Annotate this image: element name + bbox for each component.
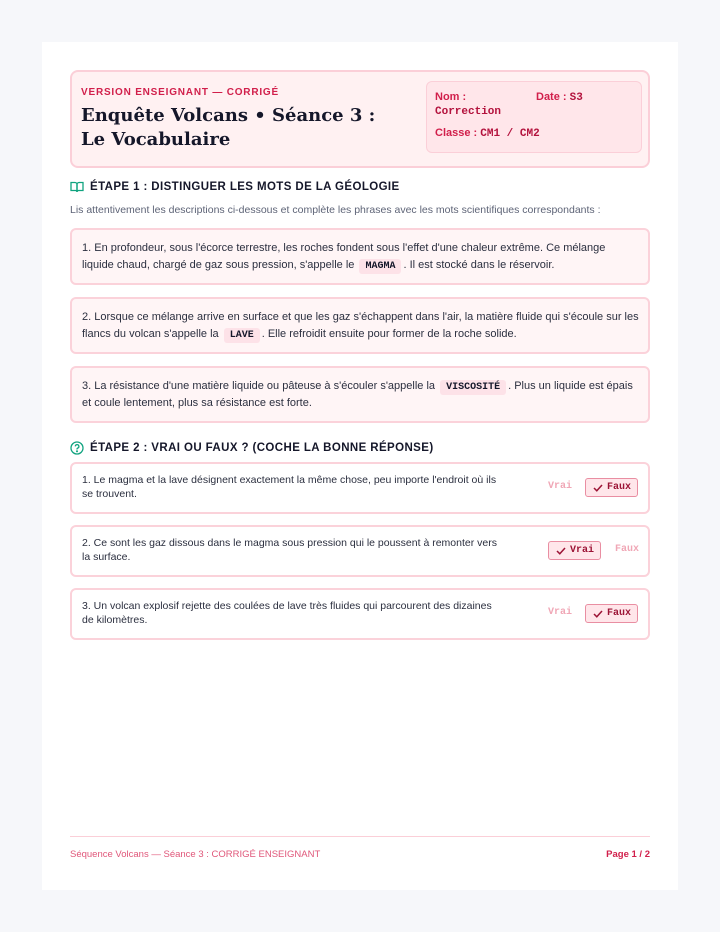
step1-instruction: Lis attentivement les descriptions ci-dessous et complète les phrases avec les mots scientifiques correspondants :: [70, 204, 601, 216]
version-kicker: VERSION ENSEIGNANT — CORRIGÉ: [81, 87, 279, 98]
definition-card: [70, 366, 650, 423]
check-icon: [556, 547, 566, 555]
definition-text: [82, 240, 640, 274]
answer-lave: LAVE: [224, 328, 260, 343]
step2-title: ÉTAPE 2 : VRAI OU FAUX ? (COCHE LA BONNE RÉPONSE): [90, 442, 434, 454]
option-faux-selected[interactable]: [585, 478, 638, 497]
definition-text-after: . Elle refroidit ensuite pour former de la roche solide.: [261, 328, 517, 340]
worksheet-header: [70, 70, 650, 168]
definition-text-after: . Il est stocké dans le réservoir.: [403, 259, 555, 271]
footer-divider: [70, 836, 650, 837]
option-vrai[interactable]: Vrai: [548, 607, 573, 618]
check-icon: [593, 484, 603, 492]
option-label: Vrai: [570, 545, 595, 556]
page-title: Enquête Volcans • Séance 3 : Le Vocabulaire: [81, 105, 376, 150]
step2-heading: [70, 441, 434, 455]
option-label: Faux: [607, 482, 632, 493]
answer-viscosite: VISCOSITÉ: [440, 380, 506, 395]
question-text: 2. Ce sont les gaz dissous dans le magma sous pression qui le poussent à remonter vers la surface.: [82, 537, 497, 563]
classe-field: [435, 127, 540, 140]
footer-sequence-label: Séquence Volcans — Séance 3 : CORRIGÉ ENSEIGNANT: [70, 849, 321, 860]
definition-card: [70, 228, 650, 285]
definition-text: [82, 378, 640, 412]
nom-value: Correction: [435, 106, 502, 118]
option-vrai[interactable]: Vrai: [548, 481, 573, 492]
page-number: Page 1 / 2: [606, 849, 650, 860]
answer-magma: MAGMA: [359, 259, 401, 274]
definition-text-before: 1. En profondeur, sous l'écorce terrestre, les roches fondent sous l'effet d'une chaleur extrême. Ce mélange liquide chaud, chargé de gaz sous pression, s'appelle le: [82, 242, 606, 271]
definition-text-before: 3. La résistance d'une matière liquide ou pâteuse à s'écouler s'appelle la: [82, 380, 436, 392]
step1-title: ÉTAPE 1 : DISTINGUER LES MOTS DE LA GÉOLOGIE: [90, 181, 400, 193]
definition-card: [70, 297, 650, 354]
worksheet-page: [42, 42, 678, 890]
option-vrai-selected[interactable]: [548, 541, 601, 560]
classe-value: CM1 / CM2: [480, 128, 540, 140]
definition-text: [82, 309, 640, 343]
question-text: 3. Un volcan explosif rejette des coulées de lave très fluides qui parcourent des dizaines de kilomètres.: [82, 600, 492, 626]
student-info-box: [426, 81, 642, 153]
check-icon: [593, 610, 603, 618]
date-value: S3: [569, 92, 583, 104]
true-false-question: [70, 462, 650, 514]
date-field: [536, 91, 583, 104]
classe-label: Classe :: [435, 127, 478, 139]
definition-text-before: 2. Lorsque ce mélange arrive en surface et que les gaz s'échappent dans l'air, la matière fluide qui s'écoule sur les flancs du volcan s'appelle la: [82, 311, 639, 340]
book-open-icon: [70, 181, 84, 193]
nom-label: Nom :: [435, 91, 467, 103]
option-label: Faux: [607, 608, 632, 619]
definition-text-after: . Plus un liquide est épais et coule lentement, plus sa résistance est forte.: [82, 380, 633, 409]
date-label: Date :: [536, 91, 567, 103]
option-faux-selected[interactable]: [585, 604, 638, 623]
step1-heading: [70, 181, 400, 193]
question-circle-icon: [70, 441, 84, 455]
true-false-question: [70, 525, 650, 577]
true-false-question: [70, 588, 650, 640]
question-text: 1. Le magma et la lave désignent exactement la même chose, peu importe l'endroit où ils se trouvent.: [82, 474, 497, 500]
option-faux[interactable]: Faux: [615, 544, 640, 555]
